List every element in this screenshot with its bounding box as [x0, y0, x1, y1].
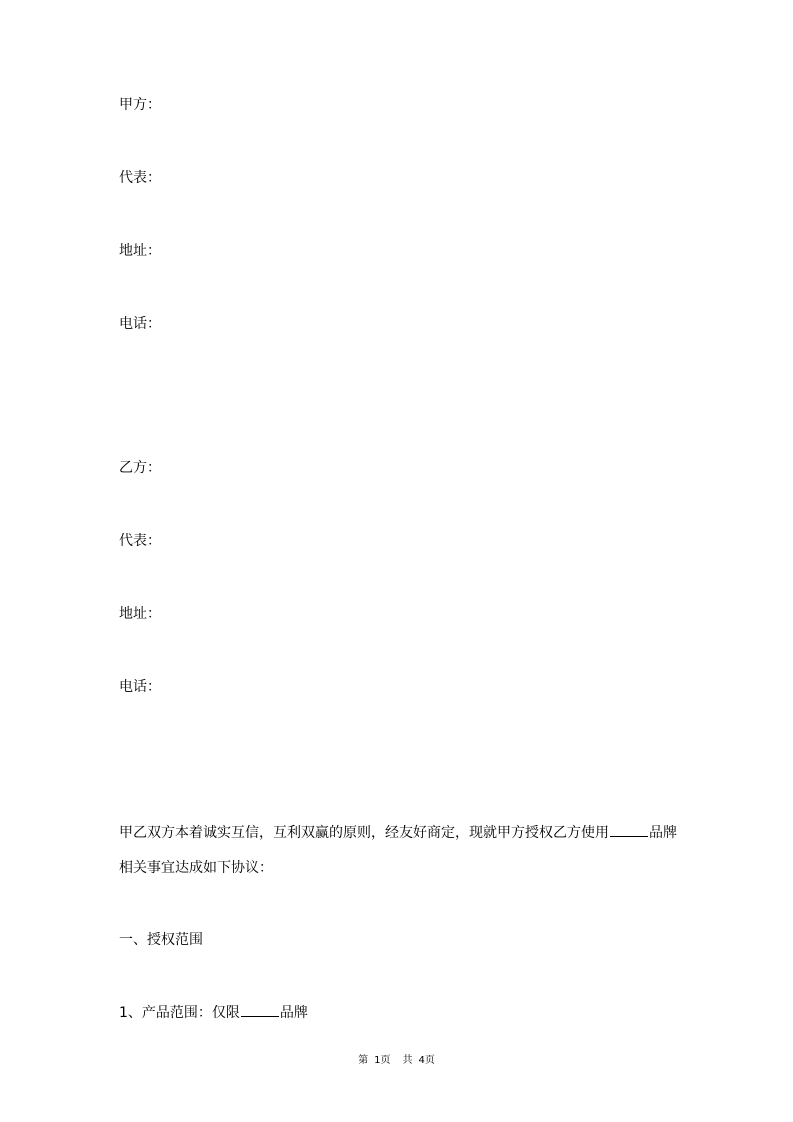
- party-b-address-label: 地址：: [119, 606, 161, 622]
- party-a-representative-label: 代表：: [119, 170, 161, 186]
- footer-page-suffix: 页: [380, 1055, 391, 1066]
- party-b-phone-label: 电话：: [119, 679, 161, 695]
- footer-page-prefix: 第: [358, 1055, 369, 1066]
- clause-text-before-blank: 1、产品范围：仅限: [119, 1005, 240, 1021]
- product-brand-blank-underline: [241, 1002, 279, 1017]
- intro-paragraph-line-2: 相关事宜达成如下协议：: [119, 860, 273, 876]
- footer-page-total: 4: [418, 1055, 425, 1066]
- section-heading-authorization-scope: 一、授权范围: [119, 932, 203, 948]
- brand-blank-underline: [610, 822, 648, 837]
- intro-text-after-blank: 品牌: [649, 825, 677, 841]
- party-a-address-label: 地址：: [119, 243, 161, 259]
- clause-text-after-blank: 品牌: [279, 1005, 308, 1021]
- party-b-representative-label: 代表：: [119, 533, 161, 549]
- party-b-label: 乙方：: [119, 460, 161, 476]
- page-footer: [0, 1054, 793, 1068]
- intro-text-before-blank: 甲乙双方本着诚实互信，互利双赢的原则，经友好商定，现就甲方授权乙方使用: [119, 825, 609, 841]
- party-a-label: 甲方：: [119, 97, 161, 113]
- footer-total-suffix: 页: [424, 1055, 435, 1066]
- party-a-phone-label: 电话：: [119, 316, 161, 332]
- intro-paragraph-line-1: [119, 822, 677, 843]
- clause-product-scope: [119, 1002, 308, 1023]
- footer-page-current: 1: [374, 1055, 381, 1066]
- footer-total-prefix: 共: [402, 1055, 413, 1066]
